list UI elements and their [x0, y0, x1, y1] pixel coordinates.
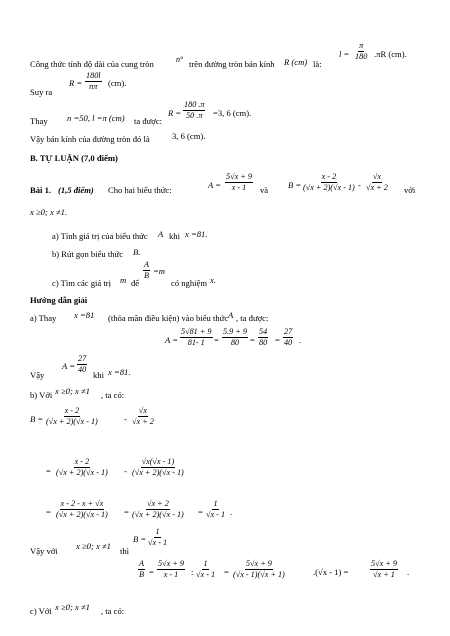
conclusion-a-khi: khi: [93, 370, 104, 380]
conclusion-a-fraction: 27 40: [78, 354, 87, 375]
formula-l-tail: .πR (cm).: [374, 49, 407, 59]
step-c-eq-2: =: [224, 567, 229, 577]
question-c: c) Tìm các giá trị: [52, 278, 112, 288]
solution-c-end: , ta có:: [101, 606, 125, 616]
step-b3-fraction-2: √x + 2 (√x + 2)(√x - 1): [132, 499, 184, 520]
expr-a-fraction: 5√x + 9 x - 1: [226, 172, 252, 193]
solution-c-cond: x ≥0; x ≠1: [55, 602, 90, 612]
question-c-m: m: [120, 275, 127, 285]
step-b2-eq: =: [46, 466, 51, 476]
thay-r-tail: =3, 6 (cm).: [213, 108, 252, 118]
intro-degree: n°: [176, 55, 184, 64]
expr-a-lhs: A =: [208, 180, 222, 190]
intro-radius: R (cm): [284, 57, 308, 67]
conclusion-a: Vậy: [30, 370, 45, 380]
step-b1-fraction-2: √x √x + 2: [132, 406, 154, 427]
step-b1-minus: -: [124, 414, 127, 424]
bai1-condition: x ≥0; x ≠1.: [30, 207, 68, 217]
conclusion-b-thi: thì: [120, 546, 130, 556]
step-b1-fraction-1: x - 2 (√x + 2)(√x - 1): [46, 406, 98, 427]
bai1-text: Cho hai biểu thức:: [108, 185, 172, 195]
calc-end: .: [299, 335, 302, 345]
thay-values: n =50, l =π (cm): [67, 113, 125, 123]
solution-a-end: , ta được:: [236, 313, 269, 323]
solution-b-cond: x ≥0; x ≠1: [55, 386, 90, 396]
step-b2-minus: -: [124, 466, 127, 476]
conclusion-b-cond: x ≥0; x ≠1: [76, 541, 111, 551]
step-b3-end: .: [230, 507, 233, 517]
calc-a-fraction-2: 5.9 + 9 80: [223, 327, 247, 348]
expr-b-minus: -: [358, 180, 361, 190]
step-b3-fraction-1: x - 2 - x + √x (√x + 2)(√x - 1): [56, 499, 108, 520]
calc-a-fraction-3: 54 80: [259, 327, 268, 348]
intro-text-mid: trên đường tròn bán kính: [189, 59, 275, 69]
step-c-fraction-5: 5√x + 9 √x + 1: [371, 559, 397, 580]
conclusion-a-lhs: A =: [62, 361, 76, 371]
expr-b-fraction-1: x - 2 (√x + 2)(√x - 1): [303, 172, 355, 193]
formula-l-lhs: l =: [339, 49, 350, 59]
conclusion-b-lhs: B =: [133, 534, 147, 544]
formula-r-lhs: R =: [69, 78, 83, 88]
question-c-x: x.: [210, 275, 216, 285]
solution-b-end: , ta có:: [101, 390, 125, 400]
conclusion-value: 3, 6 (cm).: [172, 131, 206, 141]
formula-r-fraction: 180l nπ: [86, 71, 101, 92]
thay-r-fraction: 180 .π 50 .π: [184, 100, 205, 121]
conclusion-a-x: x =81.: [108, 367, 131, 377]
thay-text: Thay: [30, 116, 48, 126]
solution-heading: Hướng dẫn giải: [30, 295, 88, 305]
step-b3-eq-1: =: [46, 507, 51, 517]
calc-a-fraction-1: 5√81 + 9 81- 1: [181, 327, 212, 348]
expr-b-lhs: B =: [288, 180, 302, 190]
intro-text: Công thức tính độ dài của cung tròn: [30, 59, 154, 69]
step-c-end: .: [407, 567, 410, 577]
calc-a-lhs: A =: [165, 335, 179, 345]
step-b3-fraction-3: 1 √x - 1: [206, 499, 226, 520]
expr-b-fraction-2: √x √x + 2: [366, 172, 388, 193]
thay-r-lhs: R =: [168, 108, 182, 118]
question-c-fraction: A B: [144, 260, 150, 281]
step-b2-fraction-1: x - 2 (√x + 2)(√x - 1): [56, 457, 108, 478]
solution-a-value: x =81: [74, 310, 95, 320]
question-c-eq: =m: [153, 266, 166, 276]
step-c-fraction-4: 5√x + 9 (√x - 1)(√x + 1): [233, 559, 285, 580]
and-text: và: [260, 185, 269, 195]
step-c-div: :: [191, 567, 194, 577]
solution-b-intro: b) Với: [30, 390, 53, 400]
section-heading: B. TỰ LUẬN (7,0 điểm): [30, 153, 118, 163]
step-b2-fraction-2: √x(√x - 1) (√x + 2)(√x - 1): [132, 457, 184, 478]
step-b3-eq-3: =: [198, 507, 203, 517]
step-c-eq-1: =: [149, 567, 154, 577]
conclusion-b: Vậy với: [30, 546, 58, 556]
step-b3-eq-2: =: [124, 507, 129, 517]
solution-c-intro: c) Với: [30, 606, 52, 616]
solution-a-intro: a) Thay: [30, 313, 57, 323]
question-a: a) Tính giá trị của biểu thức: [52, 231, 148, 241]
thay-result: ta được:: [134, 116, 163, 126]
question-a-khi: khi: [169, 231, 180, 241]
formula-r-unit: (cm).: [108, 78, 127, 88]
voi-text: với: [404, 185, 416, 195]
solution-a-var: A: [228, 310, 234, 320]
step-c-fraction-2: 5√x + 9 x - 1: [158, 559, 184, 580]
question-b: b) Rút gọn biểu thức: [52, 249, 124, 259]
step-c-fraction-3: 1 √x - 1: [196, 559, 216, 580]
step-c-fraction-1: A B: [139, 559, 145, 580]
intro-text-end: là:: [313, 59, 322, 69]
conclusion-b-fraction: 1 √x - 1: [148, 527, 168, 548]
formula-l-fraction: π 180: [355, 41, 368, 62]
question-b-var: B.: [133, 247, 141, 257]
question-c-de: để: [131, 278, 140, 288]
calc-a-fraction-4: 27 40: [284, 327, 293, 348]
bai1-points: (1,5 điểm): [58, 185, 94, 195]
question-c-end: có nghiệm: [171, 278, 208, 288]
bai1-label: Bài 1.: [30, 185, 52, 195]
conclusion-text: Vậy bán kính của đường tròn đó là: [30, 134, 150, 144]
question-a-value: x =81.: [185, 229, 208, 239]
step-b1-lhs: B =: [30, 414, 44, 424]
solution-a-note: (thỏa mãn điều kiện) vào biểu thức: [108, 313, 229, 323]
question-a-var: A: [158, 229, 164, 239]
suy-ra: Suy ra: [30, 87, 53, 97]
step-c-mid: .(√x - 1) =: [313, 567, 349, 577]
calc-eq-2: =: [250, 335, 255, 345]
calc-eq-1: =: [214, 335, 219, 345]
calc-eq-3: =: [275, 335, 280, 345]
